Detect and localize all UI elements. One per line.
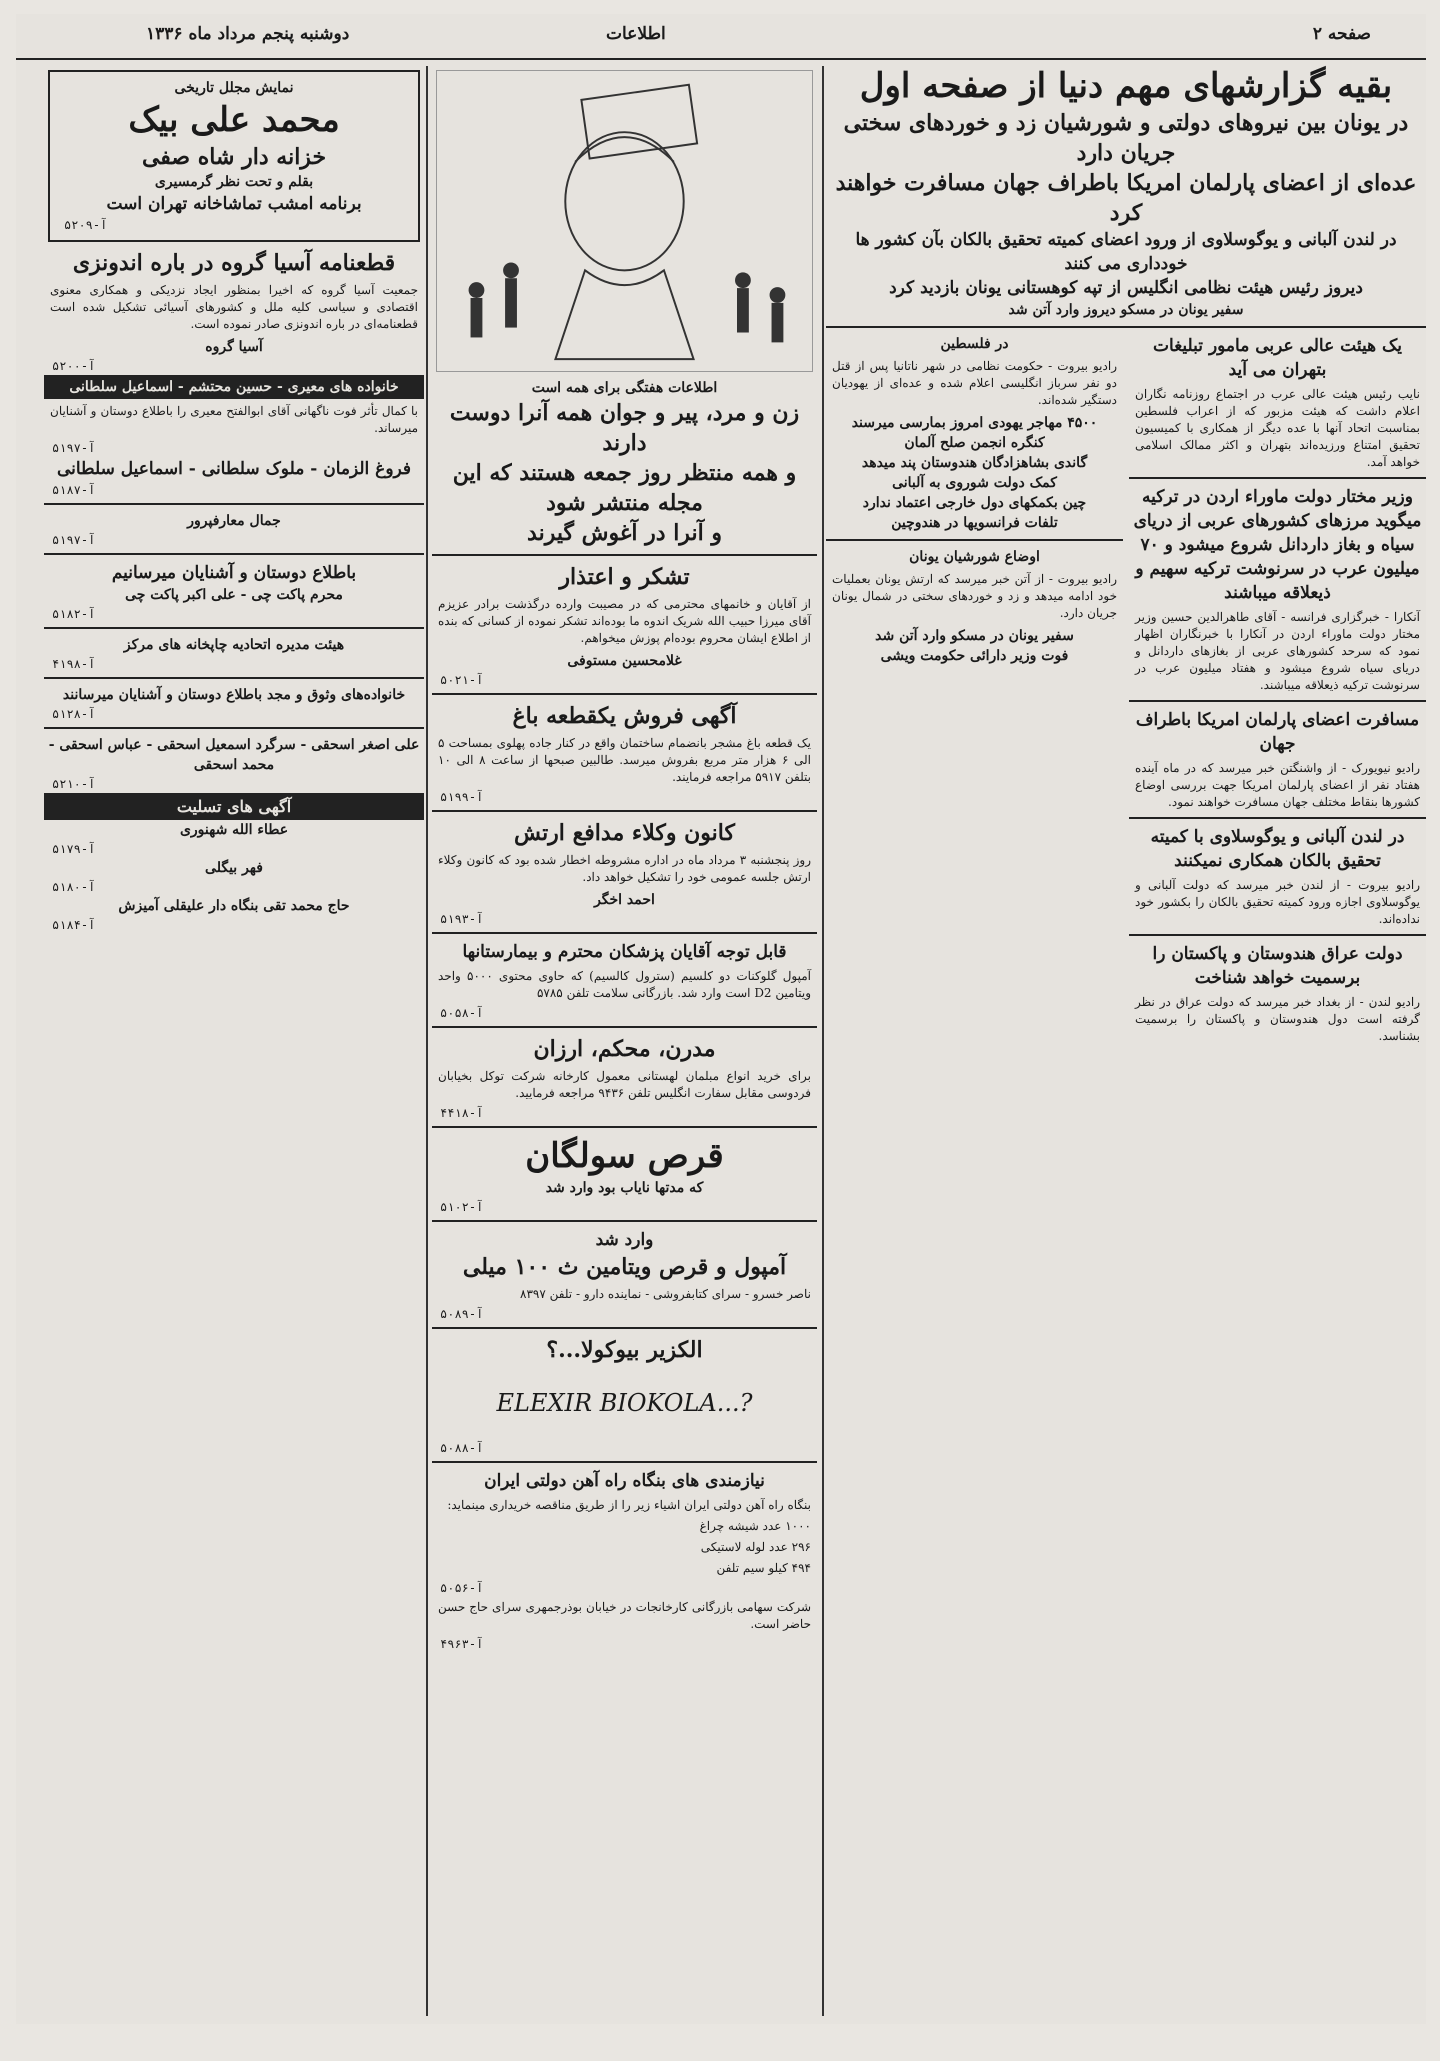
sub-headline: دیروز رئیس هیئت نظامی انگلیس از تپه کوهستانی یونان بازدید کرد <box>889 278 1363 298</box>
article-body: رادیو بیروت - از آتن خبر میرسد که ارتش یونان بعملیات خود ادامه میدهد و زد و خوردهای سختی در شمال یونان جریان دارد. <box>832 572 1117 620</box>
ad-title: محمد علی بیک <box>128 100 340 140</box>
divider <box>432 693 817 695</box>
divider <box>432 810 817 812</box>
sub-headline: عده‌ای از اعضای پارلمان امریکا باطراف جهان مسافرت خواهند کرد <box>835 170 1417 226</box>
article-body: نایب رئیس هیئت عالی عرب در اجتماع روزنامه نگاران اعلام داشت که هیئت مزبور که از اعراب فلسطین بمناسبت اتحاد آنها با عده دیگر از همکاری با کمیسیون تحقیق امتناع ورزیده‌اند بتهران و اکثر ممالک اسلامی خواهد آمد. <box>1135 387 1420 469</box>
notice-body: با کمال تأثر فوت ناگهانی آقای ابوالفتح معیری را باطلاع دوستان و آشنایان میرساند. <box>50 404 418 435</box>
divider <box>432 1327 817 1329</box>
article-title: اوضاع شورشیان یونان <box>909 549 1040 565</box>
middle-column <box>432 64 817 2014</box>
article-body: رادیو نیویورک - از واشنگتن خبر میرسد که در ماه آینده هفتاد نفر از اعضای پارلمان امریکا جهت بررسی اوضاع کشورها بنقاط مختلف جهان مسافرت خواهند نمود. <box>1135 761 1420 809</box>
divider <box>432 932 817 934</box>
magazine-illustration <box>436 70 813 372</box>
ad-code: آ-۵۰۲۱ <box>440 673 484 687</box>
divider <box>432 1461 817 1463</box>
article-title: فوت وزیر دارائی حکومت ویشی <box>880 648 1069 664</box>
theatre-ad-box <box>48 70 420 242</box>
ad-title: قرص سولگان <box>525 1136 724 1176</box>
ad-code: آ-۵۱۹۷ <box>52 441 96 455</box>
article-title: در لندن آلبانی و یوگوسلاوی با کمیته تحقیق بالکان همکاری نمیکنند <box>1150 827 1405 871</box>
article-title: ۴۵۰۰ مهاجر یهودی امروز بمارسی میرسند <box>851 415 1098 431</box>
divider <box>432 1026 817 1028</box>
main-headline: بقیه گزارشهای مهم دنیا از صفحه اول <box>859 66 1393 106</box>
ad-code: آ-۵۱۷۹ <box>52 842 96 856</box>
divider <box>432 554 817 556</box>
divider <box>1129 934 1426 936</box>
notice-title: باطلاع دوستان و آشنایان میرسانیم <box>111 563 357 583</box>
ad-code: آ-۵۱۸۰ <box>52 880 96 894</box>
ad-code: آ-۵۰۵۸ <box>440 1006 484 1020</box>
ad-body: ناصر خسرو - سرای کتابفروشی - نماینده دارو - تلفن ۸۳۹۷ <box>520 1287 811 1301</box>
ad-title: الکزیر بیوکولا...؟ <box>546 1337 703 1363</box>
divider <box>1129 817 1426 819</box>
notice-signature: محرم پاکت چی - علی اکبر پاکت چی <box>125 587 343 603</box>
ad-code: آ-۵۱۸۲ <box>52 607 96 621</box>
paper-name: اطلاعات <box>606 24 666 44</box>
ad-body: شرکت سهامی بازرگانی کارخانجات در خیابان بوذرجمهری سرای حاج حسن حاضر است. <box>438 1600 811 1631</box>
sub-headline: سفیر یونان در مسکو دیروز وارد آتن شد <box>1008 302 1244 318</box>
notice-signature: جمال معارفپرور <box>187 513 281 529</box>
ad-code: آ-۵۱۹۹ <box>440 790 484 804</box>
article-title: قطعنامه آسیا گروه در باره اندونزی <box>72 250 396 276</box>
ad-body: بنگاه راه آهن دولتی ایران اشیاء زیر را از طریق مناقصه خریداری مینماید: <box>447 1498 811 1512</box>
divider <box>44 553 424 555</box>
article-title: دولت عراق هندوستان و پاکستان را برسمیت خواهد شناخت <box>1152 944 1403 988</box>
divider <box>44 503 424 505</box>
masthead <box>16 14 1426 60</box>
ad-code: آ-۴۹۶۳ <box>440 1637 484 1651</box>
ad-code: آ-۵۱۸۷ <box>52 483 96 497</box>
list-item: ۲۹۶ عدد لوله لاستیکی <box>700 1540 811 1554</box>
article-title: گاندی بشاهزادگان هندوستان پند میدهد <box>861 455 1088 471</box>
ad-title: نیازمندی های بنگاه راه آهن دولتی ایران <box>484 1471 765 1491</box>
article-subcolumn <box>826 334 1123 1049</box>
ad-code: آ-۵۲۰۰ <box>52 359 96 373</box>
ad-title: کانون وکلاء مدافع ارتش <box>514 820 735 846</box>
article-title: سفیر یونان در مسکو وارد آتن شد <box>875 628 1074 644</box>
column-rule <box>426 66 428 2016</box>
divider <box>44 677 424 679</box>
issue-date: دوشنبه پنجم مرداد ماه ۱۳۳۶ <box>146 24 350 44</box>
promo-headline: و همه منتظر روز جمعه هستند که این مجله منتشر شود <box>452 460 797 516</box>
ad-title: نمایش مجلل تاریخی <box>174 80 294 96</box>
ad-code: آ-۴۴۱۸ <box>440 1106 484 1120</box>
article-body: رادیو لندن - از بغداد خبر میرسد که دولت عراق در نظر گرفته است دول هندوستان و پاکستان را برسمیت بشناسد. <box>1135 995 1420 1043</box>
ad-body: یک قطعه باغ مشجر بانضمام ساختمان واقع در کنار جاده پهلوی بمساحت ۵ الی ۶ هزار متر مربع بفروش میرسد. طالبین صبحها از ساعت ۸ الی ۱۰ بتلفن ۵۹۱۷ مراجعه فرمایند. <box>438 736 811 784</box>
ad-subtitle: خزانه دار شاه صفی <box>141 144 327 170</box>
ad-code: آ-۵۱۹۷ <box>52 533 96 547</box>
ad-title: قابل توجه آقایان پزشکان محترم و بیمارستانها <box>462 942 787 962</box>
ad-line: بقلم و تحت نظر گرمسیری <box>154 174 314 190</box>
sub-headline: در لندن آلبانی و یوگوسلاوی از ورود اعضای کمیته تحقیق بالکان بآن کشور ها خودداری می کنند <box>855 230 1397 274</box>
left-column <box>44 64 424 2014</box>
ad-code: آ-۴۱۹۸ <box>52 657 96 671</box>
ad-title: مدرن، محکم، ارزان <box>533 1036 716 1062</box>
ad-signature: غلامحسین مستوفی <box>567 653 682 669</box>
ad-body: آمپول گلوکنات دو کلسیم (سترول کالسیم) که حاوی محتوی ۵۰۰۰ واحد ویتامین D2 است وارد شد. بازرگانی سلامت تلفن ۵۷۸۵ <box>438 969 811 1000</box>
ad-code: آ-۵۱۹۳ <box>440 912 484 926</box>
article-title: مسافرت اعضای پارلمان امریکا باطراف جهان <box>1135 710 1420 754</box>
article-body: رادیو بیروت - حکومت نظامی در شهر ناتانیا پس از قتل دو نفر سرباز انگلیسی اعلام شده و عده‌ای از یهودیان دستگیر شده‌اند. <box>832 359 1117 407</box>
column-rule <box>822 66 824 2016</box>
ad-code: آ-۵۰۸۹ <box>440 1307 484 1321</box>
ad-code: آ-۵۱۰۲ <box>440 1200 484 1214</box>
ad-line: برنامه امشب تماشاخانه تهران است <box>106 194 362 214</box>
illustration-caption: اطلاعات هفتگی برای همه است <box>531 380 718 396</box>
article-body: آنکارا - خبرگزاری فرانسه - آقای طاهرالدین حسین وزیر مختار دولت ماوراء اردن در آنکارا با خبرنگاران اظهار نمود که سرحد کشورهای عربی از بغازهای داردانل و دریای سیاه شروع میشود و هفتاد میلیون عرب در سرنوشت ترکیه ذیعلاقه میباشند. <box>1135 610 1420 692</box>
ad-body: از آقایان و خانمهای محترمی که در مصیبت وارده درگذشت برادر عزیزم آقای میرزا حبیب الله شریک اندوه ما بوده‌اند تشکر نموده از کسانی که بنده از اطلاع ایشان محروم بوده‌ام پوزش میخواهم. <box>438 597 811 645</box>
article-title: در فلسطین <box>940 336 1009 352</box>
article-title: چین بکمکهای دول خارجی اعتماد ندارد <box>862 495 1087 511</box>
ad-subtitle: که مدتها نایاب بود وارد شد <box>545 1180 704 1196</box>
ad-code: آ-۵۱۲۸ <box>52 707 96 721</box>
notice-signature: علی اصغر اسحقی - سرگرد اسمعیل اسحقی - عباس اسحقی - محمد اسحقی <box>48 737 420 773</box>
divider <box>44 627 424 629</box>
notice-signature: عطاء الله شهنوری <box>179 822 289 838</box>
ad-body: روز پنجشنبه ۳ مرداد ماه در اداره مشروطه اخطار شده بود که کانون وکلاء ارتش جلسه عمومی خود را تشکیل خواهد داد. <box>438 853 811 884</box>
article-title: یک هیئت عالی عربی مامور تبلیغات بتهران می آید <box>1153 336 1402 380</box>
divider <box>1129 700 1426 702</box>
promo-headline: زن و مرد، پیر و جوان همه آنرا دوست دارند <box>449 400 800 456</box>
divider <box>826 326 1426 328</box>
ad-code: آ-۵۰۸۸ <box>440 1441 484 1455</box>
article-body: جمعیت آسیا گروه که اخیرا بمنظور ایجاد نزدیکی و همکاری معنوی اقتصادی و سیاسی کلیه ملل و کشورهای آسیائی تشکیل شده است قطعنامه‌ای در باره اندونزی صادر نموده است. <box>50 283 418 331</box>
newspaper-page <box>16 14 1426 2024</box>
notice-signature: هیئت مدیره اتحادیه چاپخانه های مرکز <box>123 637 345 653</box>
notice-banner: خانواده های معیری - حسین محتشم - اسماعیل سلطانی <box>44 375 424 399</box>
sub-headline: در یونان بین نیروهای دولتی و شورشیان زد و خوردهای سختی جریان دارد <box>843 110 1409 166</box>
ad-code: آ-۵۲۰۹ <box>64 218 108 232</box>
divider <box>432 1126 817 1128</box>
notice-title: فروغ الزمان - ملوک سلطانی - اسماعیل سلطانی <box>56 459 412 479</box>
page-number: صفحه ۲ <box>1312 24 1371 44</box>
ad-code: آ-۵۱۸۴ <box>52 918 96 932</box>
illustration-graphic <box>437 71 812 371</box>
divider <box>432 1220 817 1222</box>
article-columns <box>826 334 1426 1049</box>
ad-code: آ-۵۰۵۶ <box>440 1581 484 1595</box>
article-title: کنگره انجمن صلح آلمان <box>904 435 1045 451</box>
notice-signature: فهر بیگلی <box>205 860 263 876</box>
ad-latin-title: ELEXIR BIOKOLA...? <box>496 1389 753 1417</box>
notice-banner: آگهی های تسلیت <box>44 793 424 820</box>
divider <box>826 539 1123 541</box>
ad-title: تشکر و اعتذار <box>559 564 690 590</box>
article-title: تلفات فرانسویها در هندوچین <box>891 515 1058 531</box>
promo-headline: و آنرا در آغوش گیرند <box>527 520 722 546</box>
divider <box>44 727 424 729</box>
ad-code: آ-۵۲۱۰ <box>52 777 96 791</box>
ad-title: وارد شد <box>595 1230 654 1250</box>
right-column <box>826 64 1426 2014</box>
list-item: ۴۹۴ کیلو سیم تلفن <box>716 1561 811 1575</box>
ad-signature: احمد اخگر <box>594 892 655 908</box>
divider <box>1129 477 1426 479</box>
article-title: وزیر مختار دولت ماوراء اردن در ترکیه میگوید مرزهای کشورهای عربی از دریای سیاه و بغاز داردانل شروع میشود و ۷۰ میلیون عرب در سرنوشت ترکیه سهیم و ذیعلاقه میباشند <box>1133 487 1422 603</box>
article-body: رادیو بیروت - از لندن خبر میرسد که دولت آلبانی و یوگوسلاوی اجازه ورود کمیته تحقیق بالکان را بکشور خود نداده‌اند. <box>1135 878 1420 926</box>
ad-subtitle: آمپول و قرص ویتامین ث ۱۰۰ میلی <box>462 1254 787 1280</box>
notice-signature: حاج محمد تقی بنگاه دار علیقلی آمیزش <box>118 898 350 914</box>
article-title: کمک دولت شوروی به آلبانی <box>892 475 1057 491</box>
ad-body: برای خرید انواع مبلمان لهستانی معمول کارخانه شرکت توکل بخیابان فردوسی مقابل سفارت انگلیس تلفن ۹۴۳۶ مراجعه فرمایید. <box>438 1069 811 1100</box>
article-subcolumn <box>1129 334 1426 1049</box>
article-signature: آسیا گروه <box>205 339 263 355</box>
notice-title: خانواده‌های وثوق و مجد باطلاع دوستان و آشنایان میرسانند <box>62 687 406 703</box>
ad-title: آگهی فروش یکقطعه باغ <box>512 703 737 729</box>
list-item: ۱۰۰۰ عدد شیشه چراغ <box>699 1519 811 1533</box>
